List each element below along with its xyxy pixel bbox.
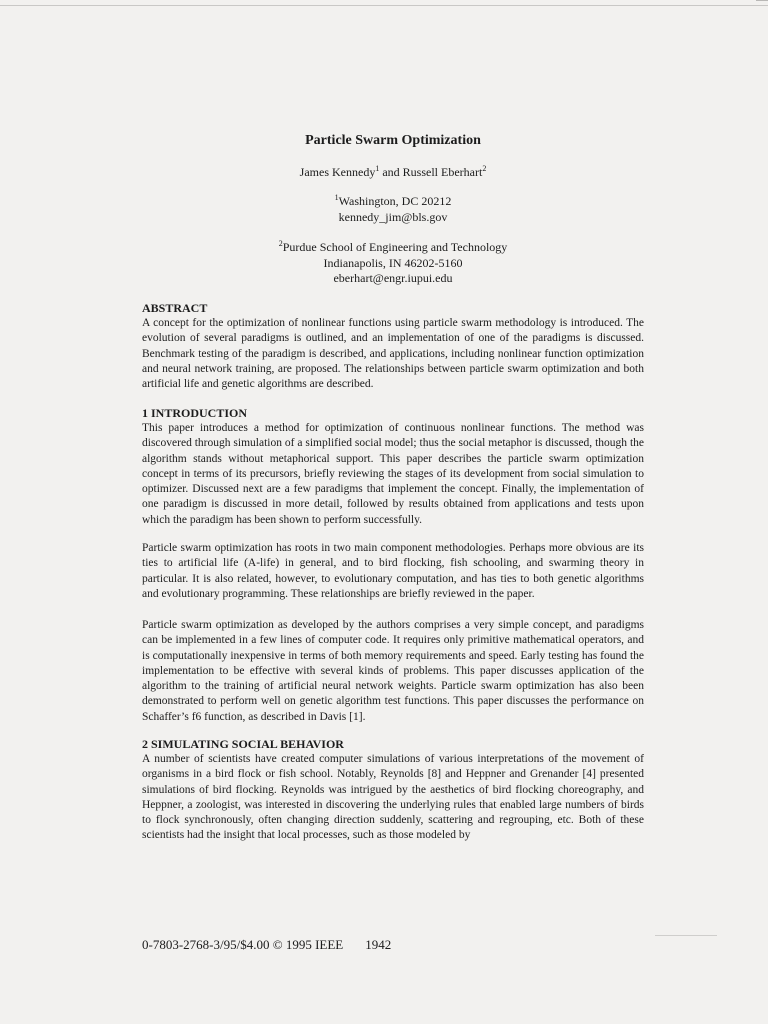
introduction-paragraph-1: This paper introduces a method for optimization of continuous nonlinear functions. The method was discovered through simulation of a simplified social model; thus the social metaphor is discussed, though the algorithm stands without metaphorical support. This paper describes the particle swarm optimization concept in terms of its precursors, briefly reviewing the stages of its development from social simulation to optimizer. Discussed next are a few paradigms that implement the concept. Finally, the implementation of one paradigm is discussed in more detail, followed by results obtained from applications and tests upon which the paradigm has been shown to perform successfully. [142,422,644,526]
copyright-code: 0-7803-2768-3/95/$4.00 © 1995 IEEE [142,937,344,952]
abstract-heading: ABSTRACT [142,301,208,315]
affiliation-1 [142,194,644,225]
page-footer [142,937,391,953]
introduction-section [142,406,644,528]
author-2: Russell Eberhart [402,165,483,179]
affiliation-1-email: kennedy_jim@bls.gov [338,209,448,224]
social-behavior-paragraph-1: A number of scientists have created computer simulations of various interpretations of the movement of organisms in a bird flock or fish school. Notably, Reynolds [8] and Heppner and Grenander [4] presented simulations of bird flocking. Reynolds was intrigued by the aesthetics of bird flocking choreography, and Heppner, a zoologist, was interested in discovering the underlying rules that enabled large numbers of birds to flock synchronously, often changing direction suddenly, scattering and regrouping, etc. Both of these scientists had the insight that local processes, such as those modeled by [142,753,644,842]
affiliation-1-location [142,194,644,210]
abstract-text: A concept for the optimization of nonlinear functions using particle swarm methodology is introduced. The evolution of several paradigms is outlined, and an implementation of one of the paradigms is discussed. Benchmark testing of the paradigm is described, and applications, including nonlinear function optimization and neural network training, are proposed. The relationships between particle swarm optimization and both artificial life and genetic algorithms are described. [142,317,644,391]
social-behavior-section [142,737,644,844]
affiliation-2-city: Indianapolis, IN 46202-5160 [323,255,463,270]
page-number: 1942 [365,937,392,952]
author-line [142,165,644,179]
affiliation-2-superscript: 2 [278,239,283,248]
scan-border-line [0,5,768,6]
scan-corner-mark [756,0,768,1]
author-1: James Kennedy [299,165,376,179]
author-1-superscript: 1 [375,164,380,173]
introduction-heading: 1 INTRODUCTION [142,406,248,420]
abstract-section [142,301,644,392]
introduction-paragraph-2: Particle swarm optimization has roots in two main component methodologies. Perhaps more obvious are its ties to artificial life (A-life) in general, and to bird flocking, fish schooling, and swarming theory in particular. It is also related, however, to evolutionary computation, and has ties to both genetic algorithms and evolutionary programming. These relationships are briefly reviewed in the paper. [142,542,644,600]
affiliation-2 [142,240,644,287]
paper-title: Particle Swarm Optimization [305,133,481,148]
affiliation-2-school: Purdue School of Engineering and Technology [282,240,508,254]
affiliation-2-institution [142,240,644,256]
introduction-paragraph-3: Particle swarm optimization as developed by the authors comprises a very simple concept, and paradigms can be implemented in a few lines of computer code. It requires only primitive mathematical operators, and is computationally inexpensive in terms of both memory requirements and speed. Early testing has found the implementation to be effective with several kinds of problems. This paper discusses application of the algorithm to the training of artificial neural network weights. Particle swarm optimization has also been demonstrated to perform well on genetic algorithm test functions. This paper discusses the performance on Schaffer’s f6 function, as described in Davis [1]. [142,619,644,723]
affiliation-1-city: Washington, DC 20212 [338,194,452,208]
affiliation-1-superscript: 1 [334,193,339,202]
author-2-superscript: 2 [482,164,487,173]
author-conjunction: and [379,165,403,179]
social-behavior-heading: 2 SIMULATING SOCIAL BEHAVIOR [142,737,344,751]
scan-margin-mark [655,935,717,936]
affiliation-2-email: eberhart@engr.iupui.edu [333,271,453,285]
